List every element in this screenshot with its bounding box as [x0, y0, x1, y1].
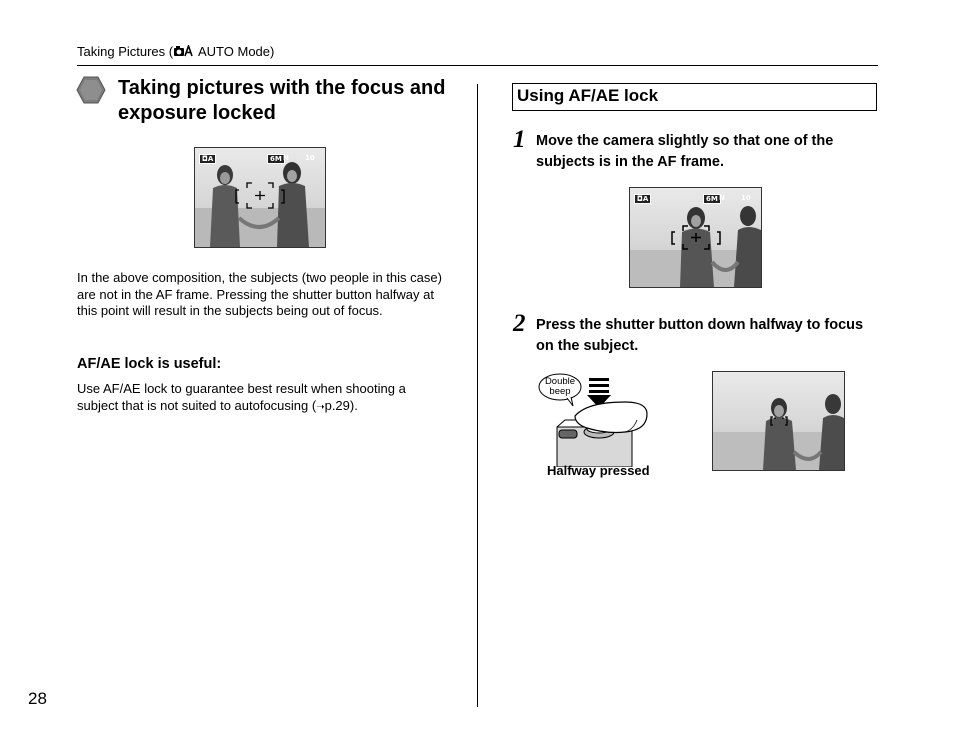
column-divider — [477, 84, 478, 707]
reference-arrow-icon: ➝ — [316, 401, 325, 413]
step-1-text: Move the camera slightly so that one of the subjects is in the AF frame. — [536, 133, 834, 170]
section-bullet-icon — [76, 76, 106, 104]
running-header — [77, 44, 274, 59]
photo-focused-subject — [712, 371, 845, 471]
section-title: Taking pictures with the focus and exposure locked — [118, 77, 446, 124]
useful-subheading: AF/AE lock is useful: — [77, 356, 222, 372]
photo-af-frame-on-subject — [629, 187, 762, 288]
camera-auto-icon — [173, 45, 195, 57]
header-rule — [77, 65, 878, 66]
page-reference-link[interactable]: p.29). — [324, 397, 358, 413]
osd-quality: N — [719, 194, 725, 202]
double-beep-label: Double beep — [544, 376, 576, 397]
subsection-title: Using AF/AE lock — [517, 86, 659, 105]
header-mode-label: AUTO Mode) — [198, 44, 275, 59]
step-2-number: 2 — [513, 310, 526, 337]
osd-count: 10 — [741, 194, 751, 202]
halfway-pressed-caption: Halfway pressed — [547, 463, 650, 478]
step-2-text: Press the shutter button down halfway to focus on the subject. — [536, 317, 864, 354]
photo-composition-unfocused — [194, 147, 326, 248]
camera-mode-icon: ◘A — [199, 154, 216, 164]
osd-count: 10 — [305, 154, 315, 162]
step-1-number: 1 — [513, 126, 526, 153]
page-number: 28 — [28, 689, 47, 708]
header-prefix: Taking Pictures ( — [77, 44, 174, 59]
useful-paragraph — [77, 381, 442, 416]
osd-size: 6M — [267, 154, 285, 164]
useful-text: Use AF/AE lock to guarantee best result when shooting a subject that is not suited to autofocusing ( — [77, 381, 406, 413]
osd-quality: N — [283, 154, 289, 162]
composition-paragraph: In the above composition, the subjects (two people in this case) are not in the AF frame. Pressing the shutter button halfway at this point will result in the subjects being out of focus. — [77, 270, 442, 318]
osd-size: 6M — [703, 194, 721, 204]
camera-mode-icon: ◘A — [634, 194, 651, 204]
